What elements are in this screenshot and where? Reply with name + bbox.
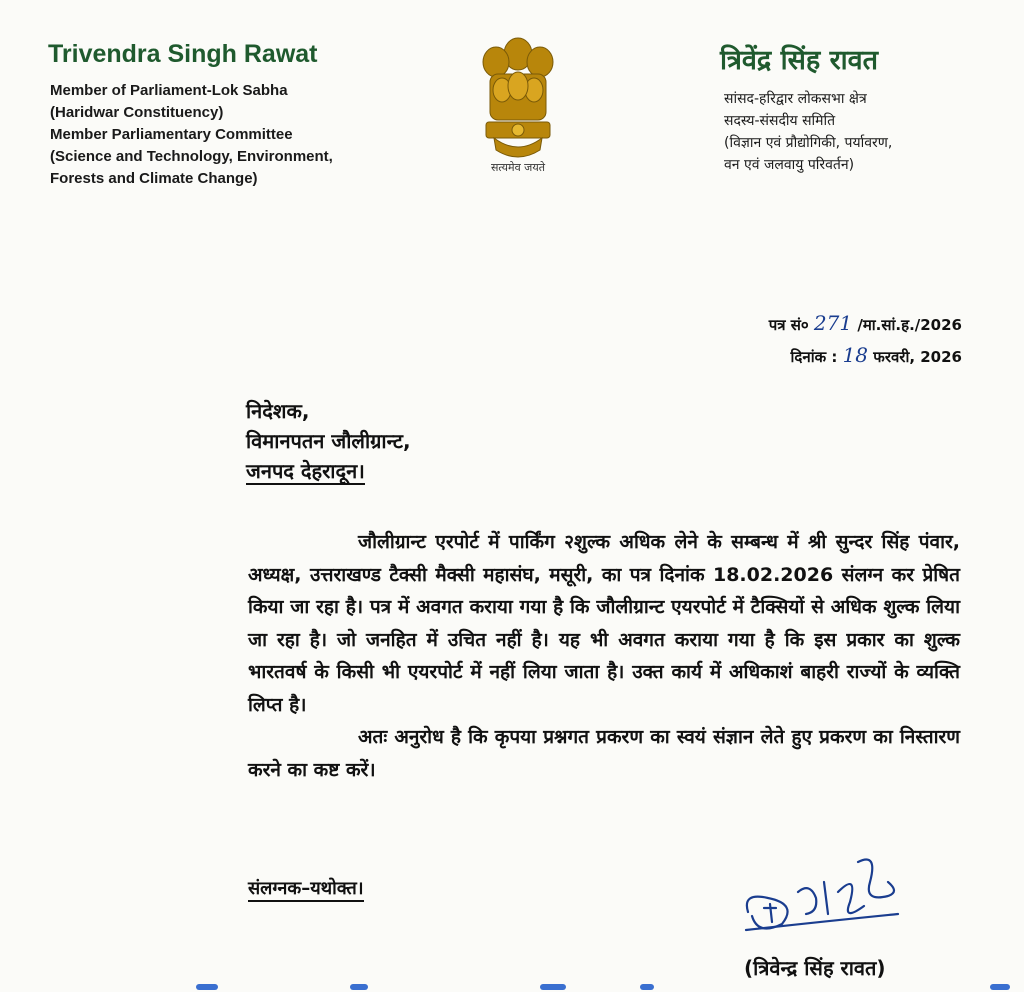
designation-line: Member Parliamentary Committee [50,126,293,143]
addressee-line: निदेशक, [246,399,310,423]
letter-number-label: पत्र सं० [768,316,809,334]
footer-border [0,980,1024,992]
sender-name-english: Trivendra Singh Rawat [48,40,318,68]
emblem-motto: सत्यमेव जयते [490,161,545,174]
sender-designation-english [50,80,333,190]
letter-date [600,340,962,372]
addressee-line: विमानपतन जौलीग्रान्ट, [246,429,411,453]
body-paragraph: जौलीग्रान्ट एरपोर्ट में पार्किंग २शुल्क अधिक लेने के सम्बन्ध में श्री सुन्दर सिंह पंवार, अध्यक्ष, उत्तराखण्ड टैक्सी मैक्सी महासंघ, मसूरी, का पत्र दिनांक 18.02.2026 संलग्न कर प्रेषित किया जा रहा है। पत्र में अवगत कराया गया है कि जौलीग्रान्ट एयरपोर्ट में टैक्सियों से अधिक शुल्क लिया जा रहा है। जो जनहित में उचित नहीं है। यह भी अवगत कराया गया है कि इस प्रकार का शुल्क भारतवर्ष के किसी भी एयरपोर्ट में नहीं लिया जाता है। उक्त कार्य में अधिकाशं बाहरी राज्यों के व्यक्ति लिप्त है। [248,531,960,716]
letter-number-value: 271 [813,311,853,335]
signatory-name: (त्रिवेन्द्र सिंह रावत) [744,956,886,980]
sender-name-hindi: त्रिवेंद्र सिंह रावत [720,45,879,76]
sender-designation-hindi [724,88,892,176]
letter-number [600,308,962,340]
letter-number-suffix: /मा.सां.ह./2026 [857,316,962,334]
addressee-district: जनपद देहरादून। [246,459,365,483]
designation-line: Forests and Climate Change) [50,170,258,187]
date-label: दिनांक : [790,348,838,366]
body-paragraph: अतः अनुरोध है कि कृपया प्रश्नगत प्रकरण का स्वयं संज्ञान लेते हुए प्रकरण का निस्तारण करने का कष्ट करें। [248,726,960,781]
letter-body [248,526,960,786]
date-rest: फरवरी, 2026 [873,348,962,366]
handwritten-signature [738,852,908,938]
designation-line: सांसद-हरिद्वार लोकसभा क्षेत्र [724,91,867,107]
designation-line: Member of Parliament-Lok Sabha [50,82,288,99]
date-day: 18 [842,343,869,367]
addressee-line [246,456,411,486]
enclosure-note: संलग्नक–यथोक्त। [248,876,364,902]
designation-line: (विज्ञान एवं प्रौद्योगिकी, पर्यावरण, [724,135,893,151]
designation-line: (Science and Technology, Environment, [50,148,333,165]
addressee-block [246,396,411,486]
designation-line: सदस्य-संसदीय समिति [724,113,836,129]
designation-line: (Haridwar Constituency) [50,104,224,121]
letter-reference [600,308,962,372]
designation-line: वन एवं जलवायु परिवर्तन) [724,157,855,173]
